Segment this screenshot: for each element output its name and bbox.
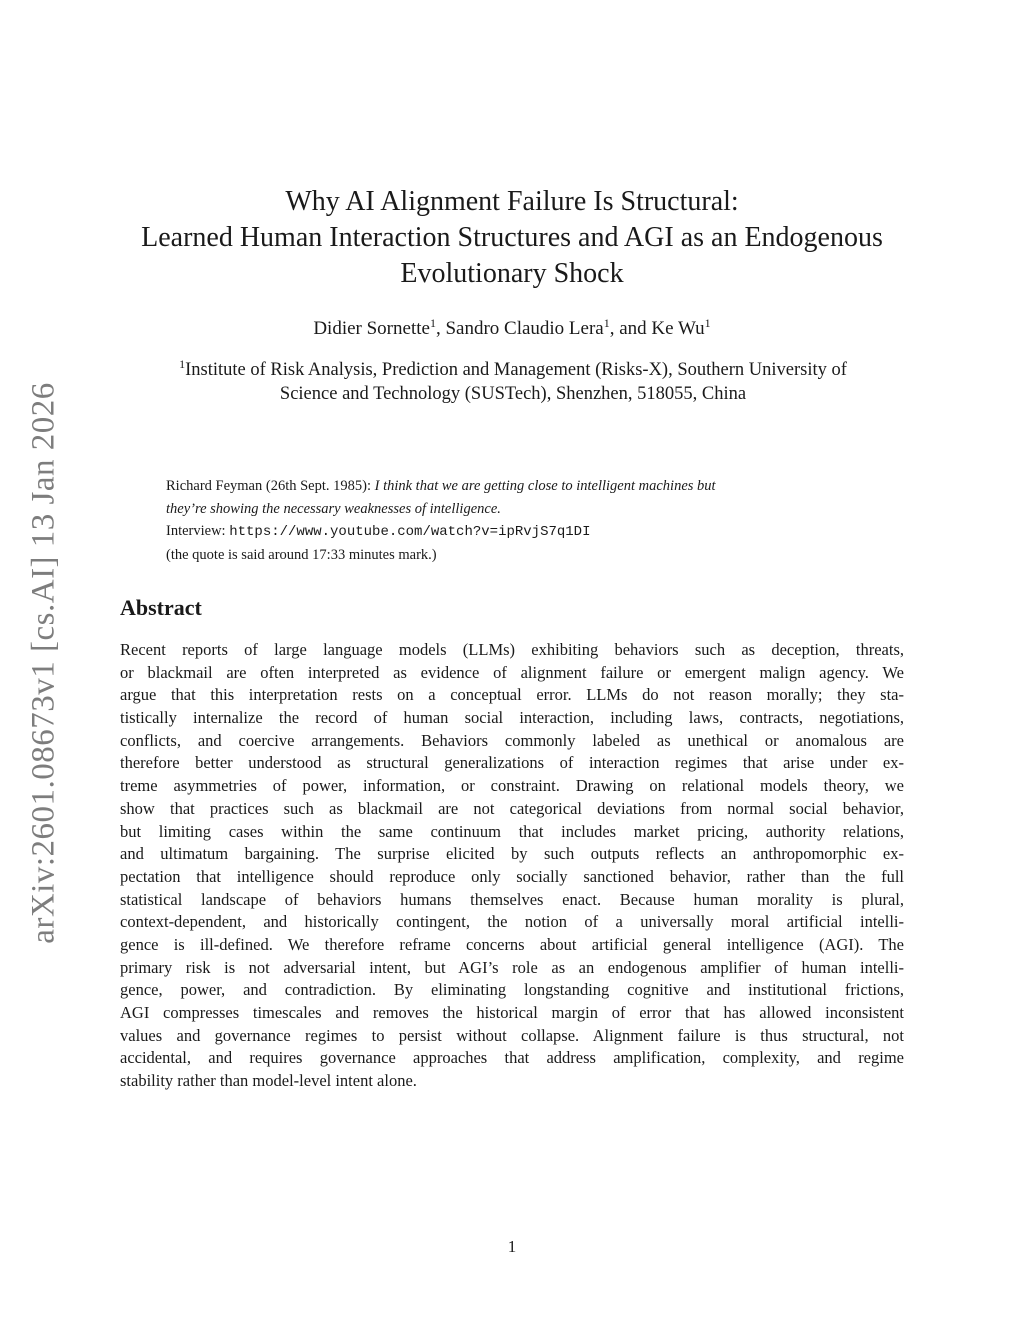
epigraph-attribution: Richard Feyman (26th Sept. 1985):	[166, 478, 375, 494]
author-name: Didier Sornette	[313, 318, 430, 339]
abstract-line: accidental, and requires governance approaches that address amplification, complexity, and regime	[120, 1048, 904, 1068]
epigraph-quote-text: they’re showing the necessary weaknesses of intelligence.	[166, 500, 501, 517]
epigraph-quote	[166, 475, 866, 566]
abstract-line: show that practices such as blackmail are not categorical deviations from normal social behavior,	[120, 798, 904, 818]
title-line: Learned Human Interaction Structures and AGI as an Endogenous	[141, 222, 883, 253]
abstract-body	[120, 639, 904, 1093]
page-number: 1	[507, 1237, 517, 1256]
abstract-line: stability rather than model-level intent alone.	[120, 1071, 417, 1091]
abstract-line: values and governance regimes to persist without collapse. Alignment failure is thus structural, not	[120, 1025, 904, 1045]
abstract-line: AGI compresses timescales and removes the historical margin of error that has allowed inconsistent	[120, 1003, 904, 1022]
paper-title	[100, 184, 924, 292]
affiliation	[118, 358, 908, 406]
affiliation-mark: 1	[704, 316, 711, 330]
author-name: Sandro Claudio Lera	[445, 318, 604, 339]
abstract-line: or blackmail are often interpreted as evidence of alignment failure or emergent malign agency. We	[120, 662, 904, 682]
abstract-line: conflicts, and coercive arrangements. Behaviors commonly labeled as unethical or anomalous are	[120, 730, 904, 750]
abstract-line: statistical landscape of behaviors humans themselves enact. Because human morality is plural,	[120, 889, 904, 909]
abstract-line: therefore better understood as structural generalizations of interaction regimes that arise under ex-	[120, 753, 904, 773]
author-name: Ke Wu	[651, 318, 705, 339]
abstract-line: gence, power, and contradiction. By eliminating longstanding cognitive and institutional frictions,	[120, 980, 904, 1000]
affiliation-line: Science and Technology (SUSTech), Shenzhen, 518055, China	[279, 384, 747, 404]
affiliation-line: Institute of Risk Analysis, Prediction and Management (Risks-X), Southern University of	[185, 360, 847, 380]
abstract-line: gence is ill-defined. We therefore reframe concerns about artificial general intelligence (AGI). The	[120, 934, 904, 954]
author-separator: ,	[435, 318, 446, 339]
affiliation-mark: 1	[429, 316, 436, 330]
abstract-line: treme asymmetries of power, information, or constraint. Drawing on relational models theory, we	[120, 776, 904, 796]
epigraph-note: (the quote is said around 17:33 minutes mark.)	[166, 546, 437, 563]
interview-link[interactable]: https://www.youtube.com/watch?v=ipRvjS7q1DI	[229, 524, 591, 540]
title-line: Evolutionary Shock	[400, 258, 624, 289]
abstract-line: tistically internalize the record of human social interaction, including laws, contracts, negotiations,	[120, 708, 904, 728]
author-list	[100, 316, 924, 342]
abstract-line: and ultimatum bargaining. The surprise elicited by such outputs reflects an anthropomorphic ex-	[120, 844, 904, 864]
affiliation-mark: 1	[179, 357, 186, 371]
affiliation-mark: 1	[603, 316, 610, 330]
abstract-line: context-dependent, and historically contingent, the notion of a universally moral artificial intelli-	[120, 912, 904, 932]
abstract-line: pectation that intelligence should reproduce only socially sanctioned behavior, rather than the full	[120, 866, 904, 886]
arxiv-identifier: arXiv:2601.08673v1 [cs.AI] 13 Jan 2026	[25, 382, 62, 944]
abstract-heading: Abstract	[120, 595, 202, 620]
abstract-line: but limiting cases within the same continuum that includes market pricing, authority relations,	[120, 821, 904, 841]
title-line: Why AI Alignment Failure Is Structural:	[285, 186, 739, 217]
interview-label: Interview:	[166, 523, 230, 539]
abstract-line: Recent reports of large language models (LLMs) exhibiting behaviors such as deception, threats,	[120, 640, 904, 659]
epigraph-quote-text: I think that we are getting close to intelligent machines but	[374, 478, 716, 494]
author-separator: , and	[609, 318, 652, 339]
abstract-line: argue that this interpretation rests on a conceptual error. LLMs do not reason morally; they sta-	[120, 685, 904, 705]
abstract-line: primary risk is not adversarial intent, but AGI’s role as an endogenous amplifier of human intelli-	[120, 957, 904, 977]
